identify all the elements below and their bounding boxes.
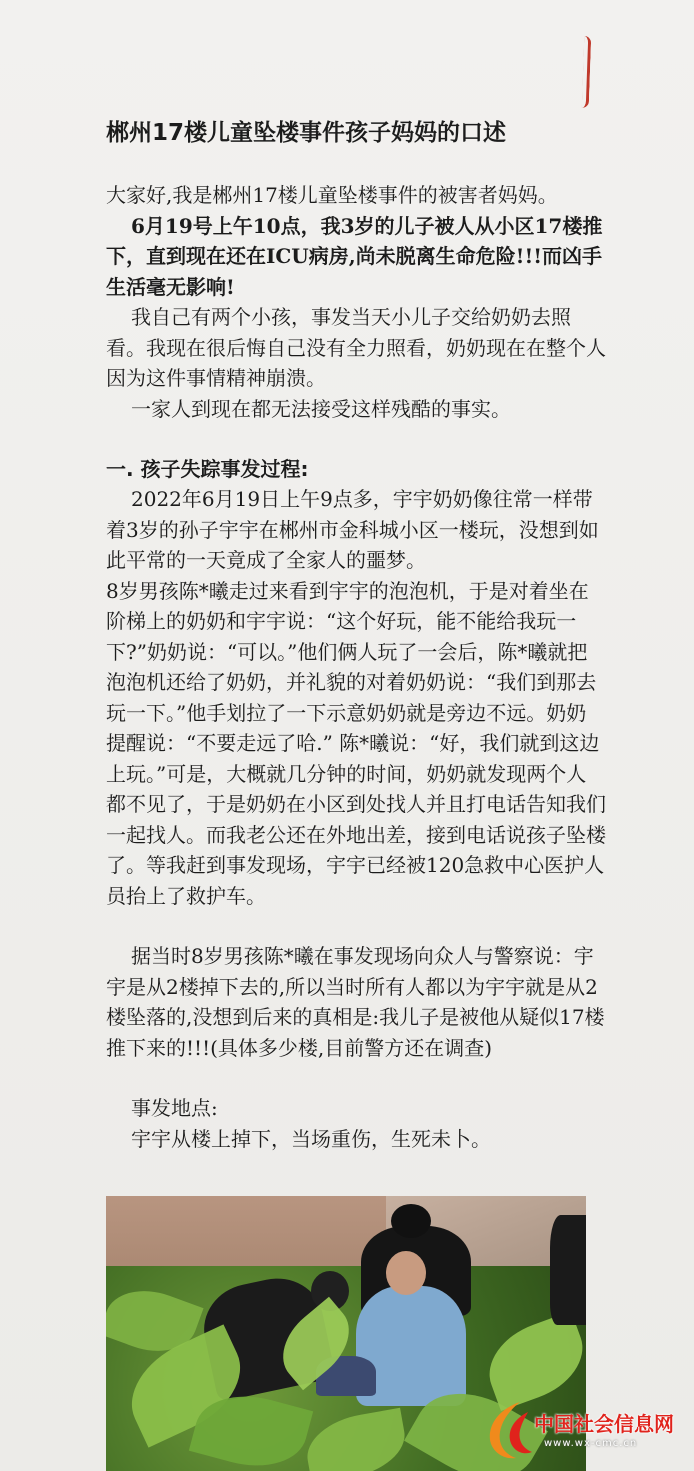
section-paragraph-3: 据当时8岁男孩陈*曦在事发现场向众人与警察说：宇宇是从2楼掉下去的,所以当时所有人都以为宇宇就是从2楼坠落的,没想到后来的真相是:我儿子是被他从疑似17楼推下来的!!!(具体多少楼,目前警方还在调查) (106, 944, 605, 1060)
watermark-url: www.wx-cmc.cn (544, 1438, 638, 1449)
highlight-paragraph: 6月19号上午10点，我3岁的儿子被人从小区17楼推下，直到现在还在ICU病房,尚未脱离生命危险!!!而凶手生活毫无影响! (106, 213, 603, 299)
watermark-logo-icon (482, 1398, 540, 1462)
section-paragraph-1: 2022年6月19日上午9点多，宇宇奶奶像往常一样带着3岁的孙子宇宇在郴州市金科城小区一楼玩，没想到如此平常的一天竟成了全家人的噩梦。 (106, 487, 599, 572)
section-heading: 一. 孩子失踪事发过程: (106, 457, 309, 481)
red-pen-mark (582, 36, 592, 108)
watermark-name: 中国社会信息网 (534, 1412, 674, 1436)
article-title: 郴州17楼儿童坠楼事件孩子妈妈的口述 (106, 120, 507, 146)
paragraph-two-children: 我自己有两个小孩，事发当天小儿子交给奶奶去照看。我现在很后悔自己没有全力照看，奶奶现在在整个人因为这件事情精神崩溃。 (106, 305, 606, 390)
site-watermark (482, 1398, 692, 1468)
intro-paragraph: 大家好,我是郴州17楼儿童坠楼事件的被害者妈妈。 (106, 183, 558, 207)
article-body (106, 116, 606, 1154)
location-label: 事发地点: (131, 1096, 218, 1120)
photo-edge-figure (550, 1215, 586, 1325)
section-paragraph-2: 8岁男孩陈*曦走过来看到宇宇的泡泡机，于是对着坐在阶梯上的奶奶和宇宇说：“这个好玩，能不能给我玩一下?”奶奶说：“可以。”他们俩人玩了一会后，陈*曦就把泡泡机还给了奶奶，并礼貌的对着奶奶说：“我们到那去玩一下。”他手划拉了一下示意奶奶就是旁边不远。奶奶提醒说：“不要走远了哈.” 陈*曦说：“好，我们就到这边上玩。”可是，大概就几分钟的时间，奶奶就发现两个人都不见了，于是奶奶在小区到处找人并且打电话告知我们一起找人。而我老公还在外地出差，接到电话说孩子坠楼了。等我赶到事发现场，宇宇已经被120急救中心医护人员抬上了救护车。 (106, 578, 606, 908)
location-description: 宇宇从楼上掉下，当场重伤，生死未卜。 (131, 1126, 491, 1151)
paragraph-family: 一家人到现在都无法接受这样残酷的事实。 (131, 396, 511, 421)
